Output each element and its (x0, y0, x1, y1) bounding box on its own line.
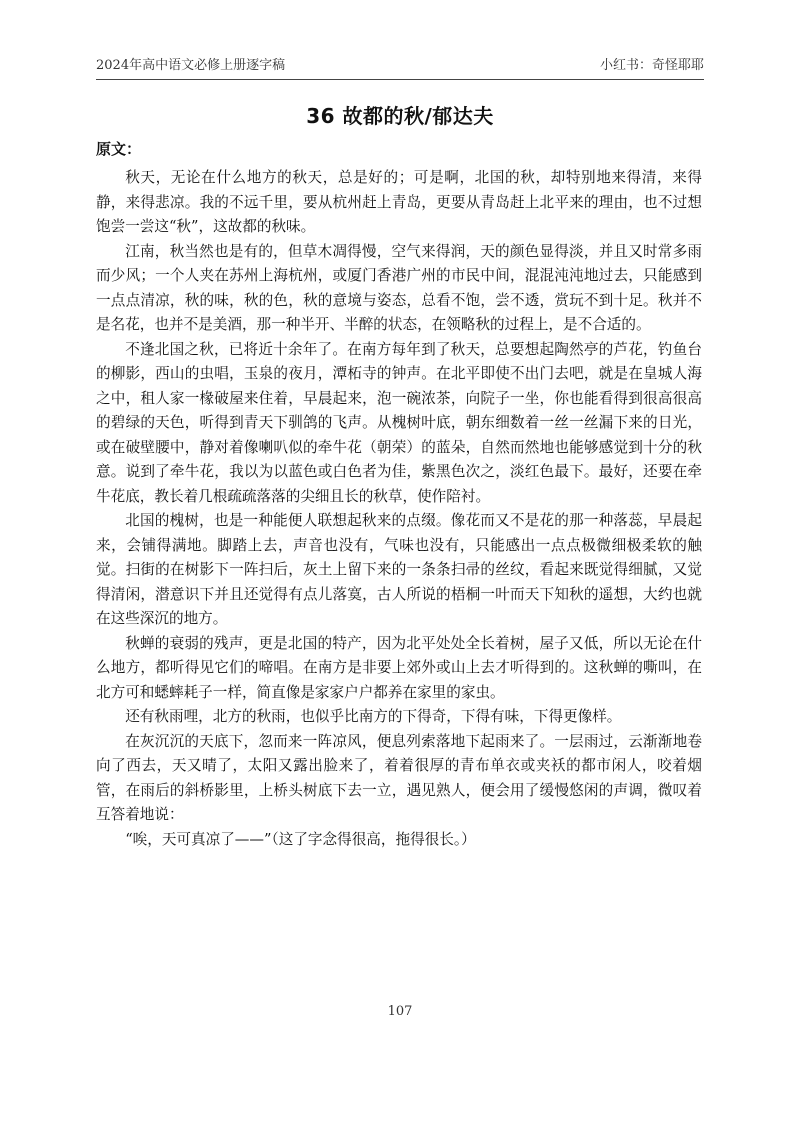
page-title: 36 故都的秋/郁达夫 (306, 104, 494, 128)
paragraph: 秋天，无论在什么地方的秋天，总是好的；可是啊，北国的秋，却特别地来得清，来得静，来得悲凉。我的不远千里，要从杭州赶上青岛，更要从青岛赶上北平来的理由，也不过想饱尝一尝这“秋”，这故都的秋味。 (96, 169, 702, 235)
section-label: 原文： (96, 140, 142, 158)
paragraph: 江南，秋当然也是有的，但草木凋得慢，空气来得润，天的颜色显得淡，并且又时常多雨而少风；一个人夹在苏州上海杭州，或厦门香港广州的市民中间，混混沌沌地过去，只能感到一点点清凉，秋的味，秋的色，秋的意境与姿态，总看不饱，尝不透，赏玩不到十足。秋并不是名花，也并不是美酒，那一种半开、半醉的状态，在领略秋的过程上，是不合适的。 (96, 242, 702, 333)
page-header (96, 54, 704, 80)
header-doc-title: 2024年高中语文必修上册逐字稿 (96, 58, 286, 73)
paragraph: 秋蝉的衰弱的残声，更是北国的特产，因为北平处处全长着树，屋子又低，所以无论在什么地方，都听得见它们的啼唱。在南方是非要上郊外或山上去才听得到的。这秋蝉的嘶叫，在北方可和蟋蟀耗子一样，简直像是家家户户都养在家里的家虫。 (96, 634, 702, 701)
paragraph: 不逢北国之秋，已将近十余年了。在南方每年到了秋天，总要想起陶然亭的芦花，钓鱼台的柳影，西山的虫唱，玉泉的夜月，潭柘寺的钟声。在北平即使不出门去吧，就是在皇城人海之中，租人家一椽破屋来住着，早晨起来，泡一碗浓茶，向院子一坐，你也能看得到很高很高的碧绿的天色，听得到青天下驯鸽的飞声。从槐树叶底，朝东细数着一丝一丝漏下来的日光，或在破壁腰中，静对着像喇叭似的牵牛花（朝荣）的蓝朵，自然而然地也能够感觉到十分的秋意。说到了牵牛花，我以为以蓝色或白色者为佳，紫黑色次之，淡红色最下。最好，还要在牵牛花底，教长着几根疏疏落落的尖细且长的秋草，使作陪衬。 (96, 340, 702, 505)
page-number: 107 (387, 1004, 413, 1019)
paragraph: 还有秋雨哩，北方的秋雨，也似乎比南方的下得奇，下得有味，下得更像样。 (125, 708, 622, 725)
paragraph: 在灰沉沉的天底下，忽而来一阵凉风，便息列索落地下起雨来了。一层雨过，云渐渐地卷向了西去，天又晴了，太阳又露出脸来了，着着很厚的青布单衣或夹袄的都市闲人，咬着烟管，在雨后的斜桥影里，上桥头树底下去一立，遇见熟人，便会用了缓慢悠闲的声调，微叹着互答着地说： (96, 732, 702, 823)
header-author-tag: 小红书：奇怪耶耶 (599, 58, 704, 73)
paragraph: “唉，天可真凉了——”（这了字念得很高，拖得很长。） (125, 830, 476, 848)
article-body (96, 166, 702, 852)
paragraph: 北国的槐树，也是一种能便人联想起秋来的点缀。像花而又不是花的那一种落蕊，早晨起来，会铺得满地。脚踏上去，声音也没有，气味也没有，只能感出一点点极微细极柔软的触觉。扫街的在树影下一阵扫后，灰土上留下来的一条条扫帚的丝纹，看起来既觉得细腻，又觉得清闲，潜意识下并且还觉得有点儿落寞，古人所说的梧桐一叶而天下知秋的遥想，大约也就在这些深沉的地方。 (96, 512, 702, 627)
